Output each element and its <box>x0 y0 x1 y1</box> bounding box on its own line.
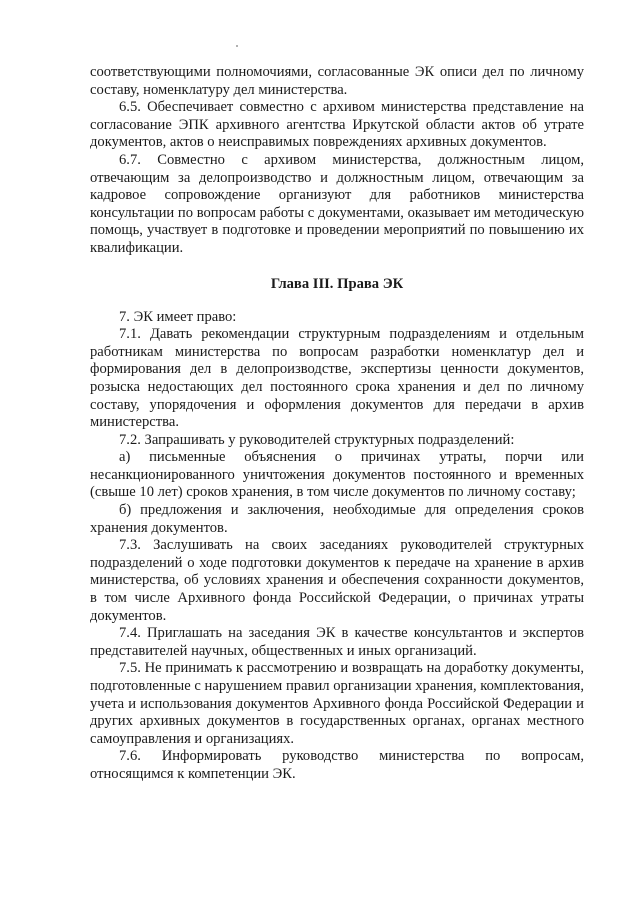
paragraph-continuation: соответствующими полномочиями, согласованные ЭК описи дел по личному составу, номенклатуру дел министерства. <box>90 64 584 98</box>
paragraph-7-2: 7.2. Запрашивать у руководителей структурных подразделений: <box>119 431 515 448</box>
paragraph-7-4: 7.4. Приглашать на заседания ЭК в качестве консультантов и экспертов представителей научных, общественных и иных организаций. <box>90 625 584 659</box>
scan-speck <box>236 45 238 47</box>
paragraph-7-2-b: б) предложения и заключения, необходимые для определения сроков хранения документов. <box>90 502 584 536</box>
paragraph-7-5: 7.5. Не принимать к рассмотрению и возвращать на доработку документы, подготовленные с нарушением правил организации хранения, комплектования, учета и использования документов Архивного фонда Российской Федерации и других архивных документов в государственных органах, органах местного самоуправления и организациях. <box>90 660 584 747</box>
paragraph-7: 7. ЭК имеет право: <box>119 308 237 325</box>
chapter-title: Глава III. Права ЭК <box>270 275 404 292</box>
paragraph-7-6: 7.6. Информировать руководство министерства по вопросам, относящимся к компетенции ЭК. <box>90 748 584 782</box>
paragraph-7-1: 7.1. Давать рекомендации структурным подразделениям и отдельным работникам министерства по вопросам разработки номенклатур дел и формирования дел в делопроизводстве, экспертизы ценности документов, розыска недостающих дел постоянного срока хранения и дел по личному составу, упорядочения и оформления документов для передачи в архив министерства. <box>90 326 584 431</box>
paragraph-7-2-a: а) письменные объяснения о причинах утраты, порчи или несанкционированного уничтожения документов постоянного и временных (свыше 10 лет) сроков хранения, в том числе документов по личному составу; <box>90 449 584 501</box>
document-page <box>90 64 584 784</box>
paragraph-6-7: 6.7. Совместно с архивом министерства, должностным лицом, отвечающим за делопроизводство и должностным лицом, отвечающим за кадровое сопровождение организуют для работников министерства консультации по вопросам работы с документами, оказывает им методическую помощь, участвует в подготовке и проведении мероприятий по повышению их квалификации. <box>90 151 584 256</box>
paragraph-7-3: 7.3. Заслушивать на своих заседаниях руководителей структурных подразделений о ходе подготовки документов к передаче на хранение в архив министерства, об условиях хранения и обеспечения сохранности документов, в том числе Архивного фонда Российской Федерации, о причинах утраты документов. <box>90 537 584 624</box>
paragraph-6-5: 6.5. Обеспечивает совместно с архивом министерства представление на согласование ЭПК архивного агентства Иркутской области актов об утрате документов, актов о неисправимых повреждениях архивных документов. <box>90 99 584 151</box>
